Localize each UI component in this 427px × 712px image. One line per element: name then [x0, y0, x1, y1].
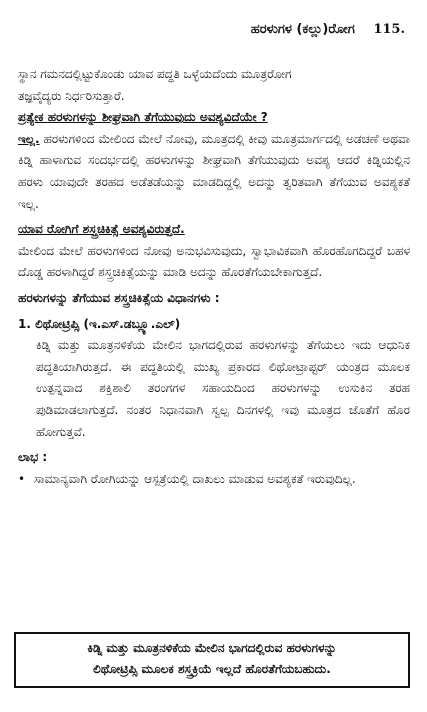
question-heading-2: ಯಾವ ರೋಗಿಗೆ ಶಸ್ತ್ರಚಿಕಿತ್ಸೆ ಅವಶ್ಯವಿರುತ್ತದೆ.: [18, 222, 185, 237]
benefits-heading: ಲಾಭ :: [18, 450, 48, 465]
benefit-list-item: [18, 469, 410, 491]
answer-paragraph-1: [18, 129, 410, 215]
surgery-need-paragraph: ಮೇಲಿಂದ ಮೇಲೆ ಹರಳುಗಳಿಂದ ನೋವು ಅನುಭವಿಸುವುದು, ಸ್ವಾಭಾವಿಕವಾಗಿ ಹೊರಹೊಗದಿದ್ದರೆ ಬಹಳ ದೊಡ್ಡ ಹರಳಾಗಿದ್ದರೆ ಶಸ್ತ್ರಚಿಕಿತ್ಸೆಯನ್ನು ಮಾಡಿ ಅದನ್ನು ಹೊರತೆಗೆಯಬೇಕಾಗುತ್ತದೆ.: [18, 243, 410, 280]
page-number: 115.: [373, 22, 405, 37]
intro-paragraph: [18, 64, 410, 107]
question-heading-1: ಪ್ರತ್ಯೇಕ ಹರಳುಗಳನ್ನು ಶೀಘ್ರವಾಗಿ ತೆಗೆಯುವುದು ಅವಶ್ಯವಿದೆಯೇ ?: [18, 110, 268, 125]
benefit-text: ಸಾಮಾನ್ಯವಾಗಿ ರೋಗಿಯನ್ನು ಆಸ್ಪತ್ರೆಯಲ್ಲಿ ದಾಖಲು ಮಾಡುವ ಅವಶ್ಯಕತೆ ಇರುವುದಿಲ್ಲ.: [34, 471, 356, 486]
method-1-title: 1. ಲಿಥೋಟ್ರಿಪ್ಸಿ (ಇ.ಎಸ್.ಡಬ್ಲ್ಯೂ.ಎಲ್): [18, 316, 181, 331]
answer-lead: ಇಲ್ಲ.: [18, 131, 40, 146]
answer-body: ಹರಳುಗಳಿಂದ ಮೇಲಿಂದ ಮೇಲೆ ನೋವು, ಮೂತ್ರದಲ್ಲಿ ಕೀವು ಮೂತ್ರಮಾರ್ಗದಲ್ಲಿ ಅಡಚಣೆ ಅಥವಾ ಕಿಡ್ನಿ ಹಾಳಾಗುವ ಸಂದರ್ಭದಲ್ಲಿ ಹರಳುಗಳನ್ನು ಶೀಘ್ರವಾಗಿ ತೆಗೆಯುವುದು ಅವಶ್ಯ ಆದರೆ ಕಿಡ್ನಿಯಲ್ಲಿನ ಹರಳು ಯಾವುದೇ ತರಹದ ಅಡೆತಡೆಯನ್ನು ಮಾಡದಿದ್ದಲ್ಲಿ ಅದನ್ನು ತ್ವರಿತವಾಗಿ ತೆಗೆಯುವ ಅವಶ್ಯಕತೆ ಇಲ್ಲ.: [18, 131, 410, 211]
method-1-description: ಕಿಡ್ನಿ ಮತ್ತು ಮೂತ್ರನಳಿಕೆಯ ಮೇಲಿನ ಭಾಗದಲ್ಲಿರುವ ಹರಳುಗಳನ್ನು ತೆಗೆಯಲು ಇದು ಆಧುನಿಕ ಪದ್ಧತಿಯಾಗಿರುತ್ತದೆ. ಈ ಪದ್ಧತಿಯಲ್ಲಿ ಮುಖ್ಯ ಪ್ರಕಾರದ ಲಿಥೋಟ್ರಾಪ್ಟರ್ ಯಂತ್ರದ ಮೂಲಕ ಉತ್ಪನ್ನವಾದ ಶಕ್ತಿಶಾಲಿ ತರಂಗಗಳ ಸಹಾಯದಿಂದ ಹರಳುಗಳನ್ನು ಉಸುಕಿನ ತರಹ ಪುಡಿಮಾಡಲಾಗುತ್ತದೆ. ನಂತರ ನಿಧಾನವಾಗಿ ಸ್ವಲ್ಪ ದಿನಗಳಲ್ಲಿ ಇವು ಮೂತ್ರದ ಜೊತೆಗೆ ಹೊರ ಹೋಗುತ್ತವೆ.: [36, 338, 410, 439]
note-line-1: ಕಿಡ್ನಿ ಮತ್ತು ಮೂತ್ರನಳಿಕೆಯ ಮೇಲಿನ ಭಾಗದಲ್ಲಿರುವ ಹರಳುಗಳನ್ನು: [87, 641, 337, 655]
running-title: ಹರಳುಗಳ (ಕಲ್ಲು)ರೋಗ: [250, 22, 355, 37]
running-header: [251, 22, 405, 37]
bullet-icon: •: [18, 471, 26, 486]
page-body: [18, 64, 410, 490]
intro-line-1: ಸ್ಥಾನ ಗಮನದಲ್ಲಿಟ್ಟುಕೊಂಡು ಯಾವ ಪದ್ಧತಿ ಒಳ್ಳೆಯದೆಂದು ಮೂತ್ರರೋಗ: [18, 67, 292, 81]
intro-line-2: ತಜ್ಞವೈದ್ಯರು ನಿರ್ಧರಿಸುತ್ತಾರೆ.: [18, 88, 125, 103]
methods-heading: ಹರಳುಗಳನ್ನು ತೆಗೆಯುವ ಶಸ್ತ್ರಚಿಕಿತ್ಸೆಯ ವಿಧಾನಗಳು :: [18, 290, 220, 305]
highlight-note-box: [14, 632, 410, 688]
note-line-2: ಲಿಥೋಟ್ರಿಪ್ಸಿ ಮೂಲಕ ಶಸ್ತ್ರಕ್ರಿಯೆ ಇಲ್ಲದೆ ಹೊರತೆಗೆಯಬಹುದು.: [93, 662, 331, 676]
